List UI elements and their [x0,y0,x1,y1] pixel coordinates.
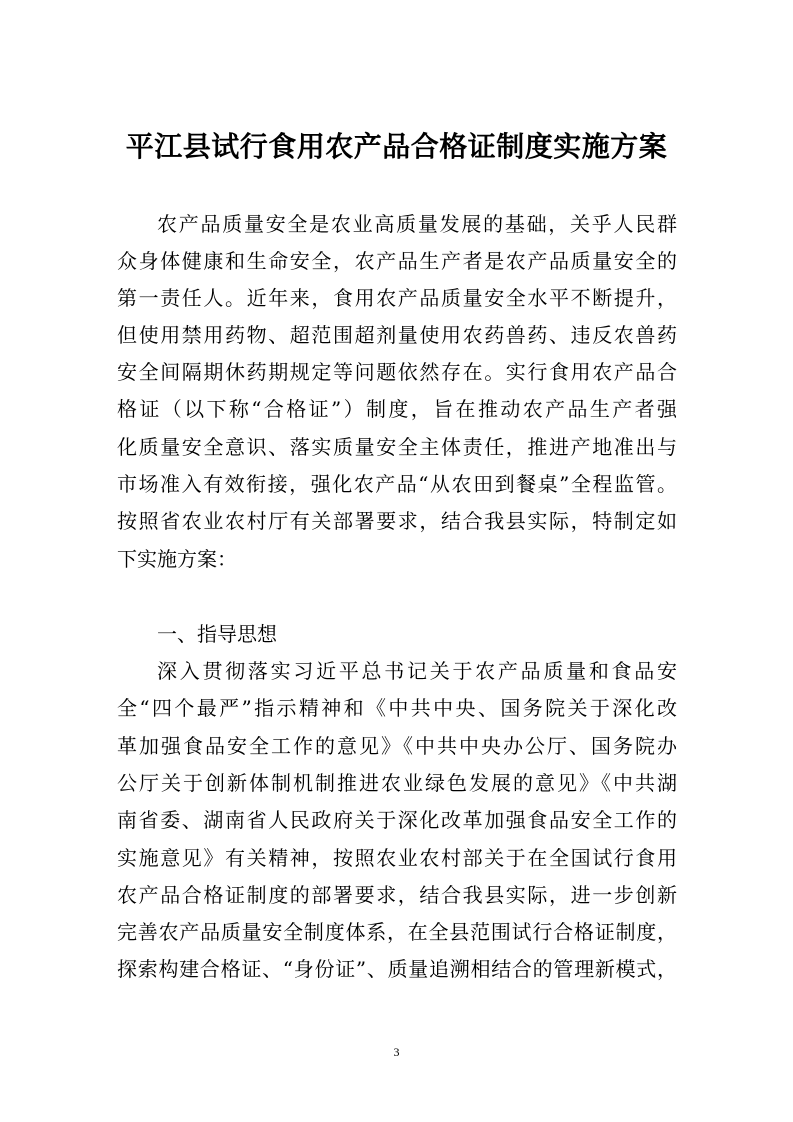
body-line: 深入贯彻落实习近平总书记关于农产品质量和食品安 [157,659,677,683]
body-line: 第一责任人。近年来，食用农产品质量安全水平不断提升， [117,286,677,310]
body-line: 完善农产品质量安全制度体系，在全县范围试行合格证制度， [117,920,677,944]
body-line: 农产品质量安全是农业高质量发展的基础，关乎人民群 [157,212,677,236]
body-line: 众身体健康和生命安全，农产品生产者是农产品质量安全的 [117,249,677,273]
page-number: 3 [393,1045,400,1059]
body-line: 公厅关于创新体制机制推进农业绿色发展的意见》《中共湖 [117,771,677,795]
body-line: 但使用禁用药物、超范围超剂量使用农药兽药、违反农兽药 [117,323,677,347]
body-line: 革加强食品安全工作的意见》《中共中央办公厅、国务院办 [117,734,677,758]
body-line: 格证（以下称“合格证”）制度，旨在推动农产品生产者强 [117,397,677,421]
body-line: 全“四个最严”指示精神和《中共中央、国务院关于深化改 [117,696,677,720]
body-line: 实施意见》有关精神，按照农业农村部关于在全国试行食用 [117,846,677,870]
section-heading: 一、指导思想 [157,622,277,646]
body-line: 农产品合格证制度的部署要求，结合我县实际，进一步创新 [117,883,677,907]
body-line: 南省委、湖南省人民政府关于深化改革加强食品安全工作的 [117,808,677,832]
body-line: 化质量安全意识、落实质量安全主体责任，推进产地准出与 [117,435,677,459]
body-line: 探索构建合格证、“身份证”、质量追溯相结合的管理新模式， [117,957,677,981]
body-line: 市场准入有效衔接，强化农产品“从农田到餐桌”全程监管。 [117,472,677,496]
body-line: 安全间隔期休药期规定等问题依然存在。实行食用农产品合 [117,360,677,384]
body-line: 按照省农业农村厅有关部署要求，结合我县实际，特制定如 [117,509,677,533]
body-line: 下实施方案： [117,547,237,571]
document-title: 平江县试行食用农产品合格证制度实施方案 [125,130,668,163]
